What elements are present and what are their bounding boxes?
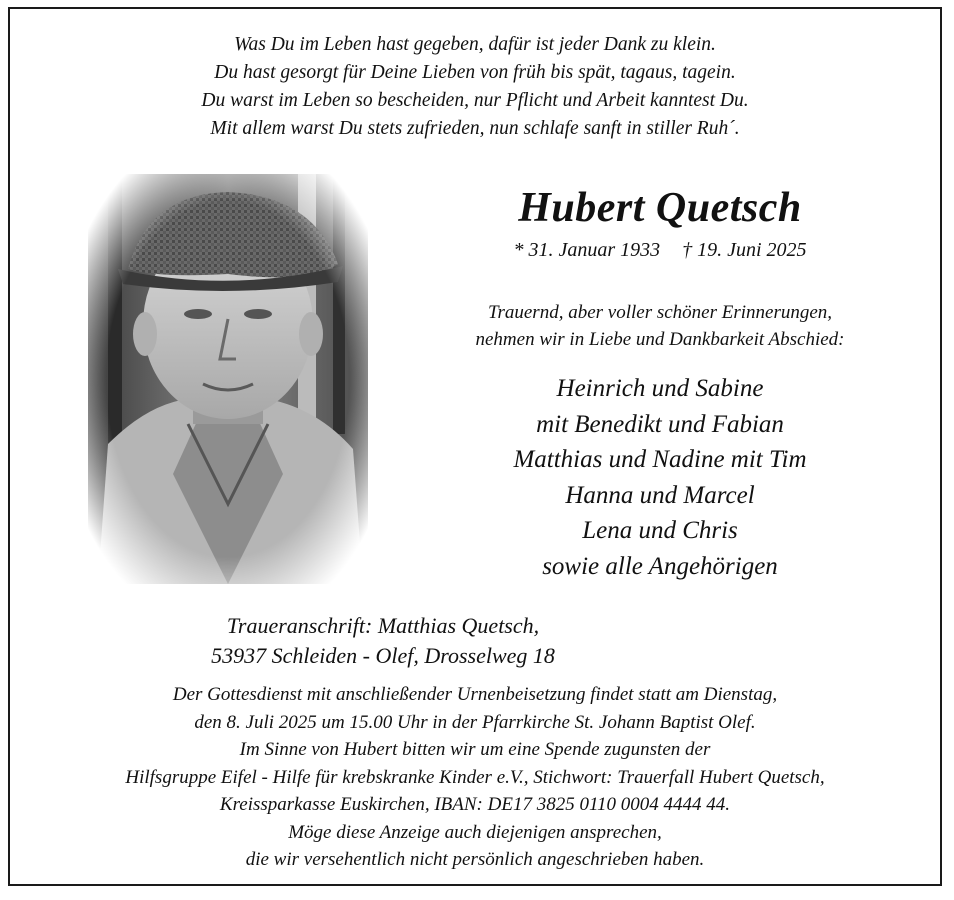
poem <box>10 31 940 143</box>
farewell-intro <box>390 299 930 353</box>
family-line: Lena und Chris <box>582 517 738 544</box>
service-notice <box>10 681 940 874</box>
notice-line: Kreissparkasse Euskirchen, IBAN: DE17 3825 0110 0004 4444 44. <box>219 794 731 815</box>
notice-line: den 8. Juli 2025 um 15.00 Uhr in der Pfarrkirche St. Johann Baptist Olef. <box>194 711 756 733</box>
poem-line: Was Du im Leben hast gegeben, dafür ist jeder Dank zu klein. <box>234 34 716 55</box>
address-line: Traueranschrift: Matthias Quetsch, <box>226 613 540 638</box>
deceased-name: Hubert Quetsch <box>518 185 802 231</box>
obituary-frame <box>8 7 942 886</box>
notice-line: Der Gottesdienst mit anschließender Urnenbeisetzung findet statt am Dienstag, <box>172 684 778 705</box>
life-dates <box>390 237 930 263</box>
family-line: Hanna und Marcel <box>565 481 755 509</box>
family-line: mit Benedikt und Fabian <box>536 410 784 438</box>
death-date: † 19. Juni 2025 <box>682 239 807 261</box>
mourning-address <box>10 611 756 671</box>
notice-line: Hilfsgruppe Eifel - Hilfe für krebskranke Kinder e.V., Stichwort: Trauerfall Hubert Quetsch, <box>125 766 825 788</box>
notice-line: die wir versehentlich nicht persönlich angeschrieben haben. <box>245 849 705 870</box>
family-line: Matthias und Nadine mit Tim <box>513 446 807 473</box>
poem-line: Du hast gesorgt für Deine Lieben von früh bis spät, tagaus, tagein. <box>214 62 736 83</box>
family-list <box>390 371 930 584</box>
poem-line: Mit allem warst Du stets zufrieden, nun schlafe sanft in stiller Ruh´. <box>210 118 740 139</box>
notice-line: Möge diese Anzeige auch diejenigen ansprechen, <box>288 821 662 843</box>
portrait-photo <box>88 174 368 584</box>
notice-line: Im Sinne von Hubert bitten wir um eine Spende zugunsten der <box>239 739 711 760</box>
address-line: 53937 Schleiden - Olef, Drosselweg 18 <box>211 643 555 668</box>
intro-line: nehmen wir in Liebe und Dankbarkeit Abschied: <box>475 329 845 350</box>
family-line: sowie alle Angehörigen <box>542 552 778 580</box>
poem-line: Du warst im Leben so bescheiden, nur Pflicht und Arbeit kanntest Du. <box>201 90 749 111</box>
intro-line: Trauernd, aber voller schöner Erinnerungen, <box>487 302 833 323</box>
family-line: Heinrich und Sabine <box>556 375 764 402</box>
birth-date: * 31. Januar 1933 <box>513 239 661 261</box>
